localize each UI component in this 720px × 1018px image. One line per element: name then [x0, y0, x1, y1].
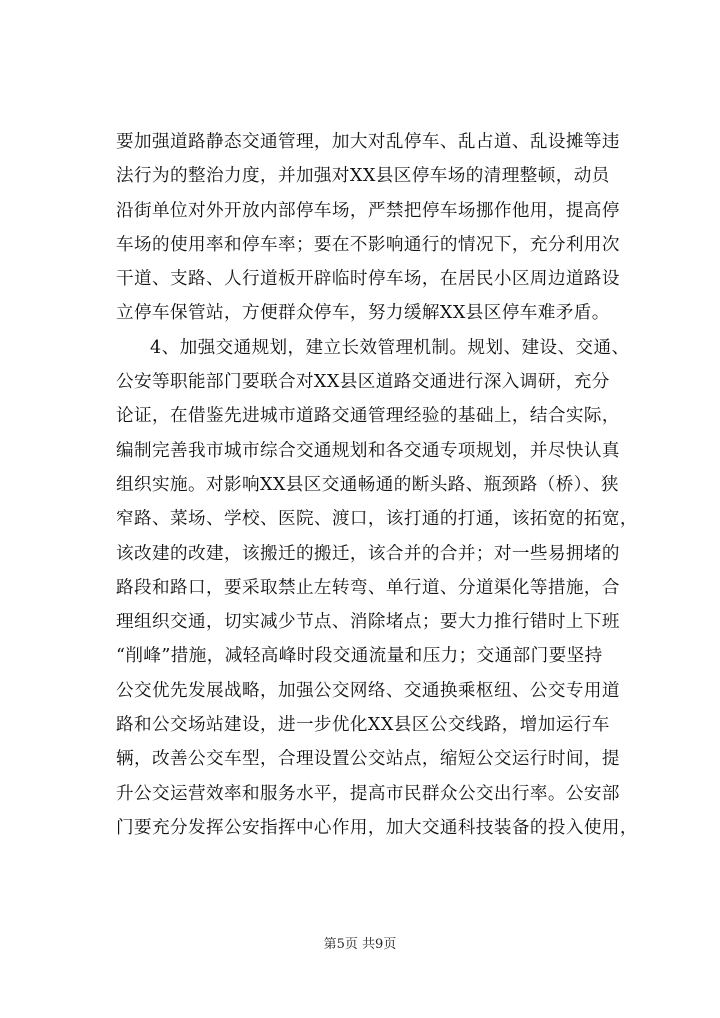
- text-line: “削峰”措施，减轻高峰时段交通流量和压力；交通部门要坚持: [116, 646, 603, 667]
- text-line: 路段和路口，要采取禁止左转弯、单行道、分道渠化等措施，合: [116, 577, 620, 598]
- text-line: 法行为的整治力度，并加强对XX县区停车场的清理整顿，动员: [116, 166, 610, 187]
- text-line: 组织实施。对影响XX县区交通畅通的断头路、瓶颈路（桥）、狭: [116, 474, 619, 495]
- text-line: 要加强道路静态交通管理，加大对乱停车、乱占道、乱设摊等违: [116, 132, 620, 152]
- body-text: [116, 125, 644, 845]
- text-line: 理组织交通，切实减少节点、消除堵点；要大力推行错时上下班: [116, 612, 620, 633]
- text-line: 编制完善我市城市综合交通规划和各交通专项规划，并尽快认真: [116, 440, 620, 461]
- text-line: 干道、支路、人行道板开辟临时停车场，在居民小区周边道路设: [116, 269, 620, 290]
- text-line: 该改建的改建，该搬迁的搬迁，该合并的合并；对一些易拥堵的: [116, 543, 620, 564]
- text-line: 车场的使用率和停车率；要在不影响通行的情况下，充分利用次: [116, 234, 620, 255]
- text-line: 立停车保管站，方便群众停车，努力缓解XX县区停车难矛盾。: [116, 303, 610, 324]
- text-line: 升公交运营效率和服务水平，提高市民群众公交出行率。公安部: [116, 783, 620, 804]
- text-line: 公交优先发展战略，加强公交网络、交通换乘枢纽、公交专用道: [116, 680, 620, 701]
- text-line: 路和公交场站建设，进一步优化XX县区公交线路，增加运行车: [116, 715, 610, 736]
- text-line: 4、加强交通规划，建立长效管理机制。规划、建设、交通、: [150, 337, 630, 358]
- text-line: 论证，在借鉴先进城市道路交通管理经验的基础上，结合实际，: [116, 406, 620, 427]
- text-line: 辆，改善公交车型，合理设置公交站点，缩短公交运行时间，提: [116, 749, 620, 770]
- page-number-footer: 第5页 共9页: [323, 937, 397, 952]
- text-line: 公安等职能部门要联合对XX县区道路交通进行深入调研，充分: [116, 372, 610, 393]
- text-line: 沿街单位对外开放内部停车场，严禁把停车场挪作他用，提高停: [116, 200, 620, 221]
- text-line: 窄路、菜场、学校、医院、渡口，该打通的打通，该拓宽的拓宽，: [116, 509, 638, 530]
- text-line: 门要充分发挥公安指挥中心作用，加大交通科技装备的投入使用，: [116, 817, 638, 838]
